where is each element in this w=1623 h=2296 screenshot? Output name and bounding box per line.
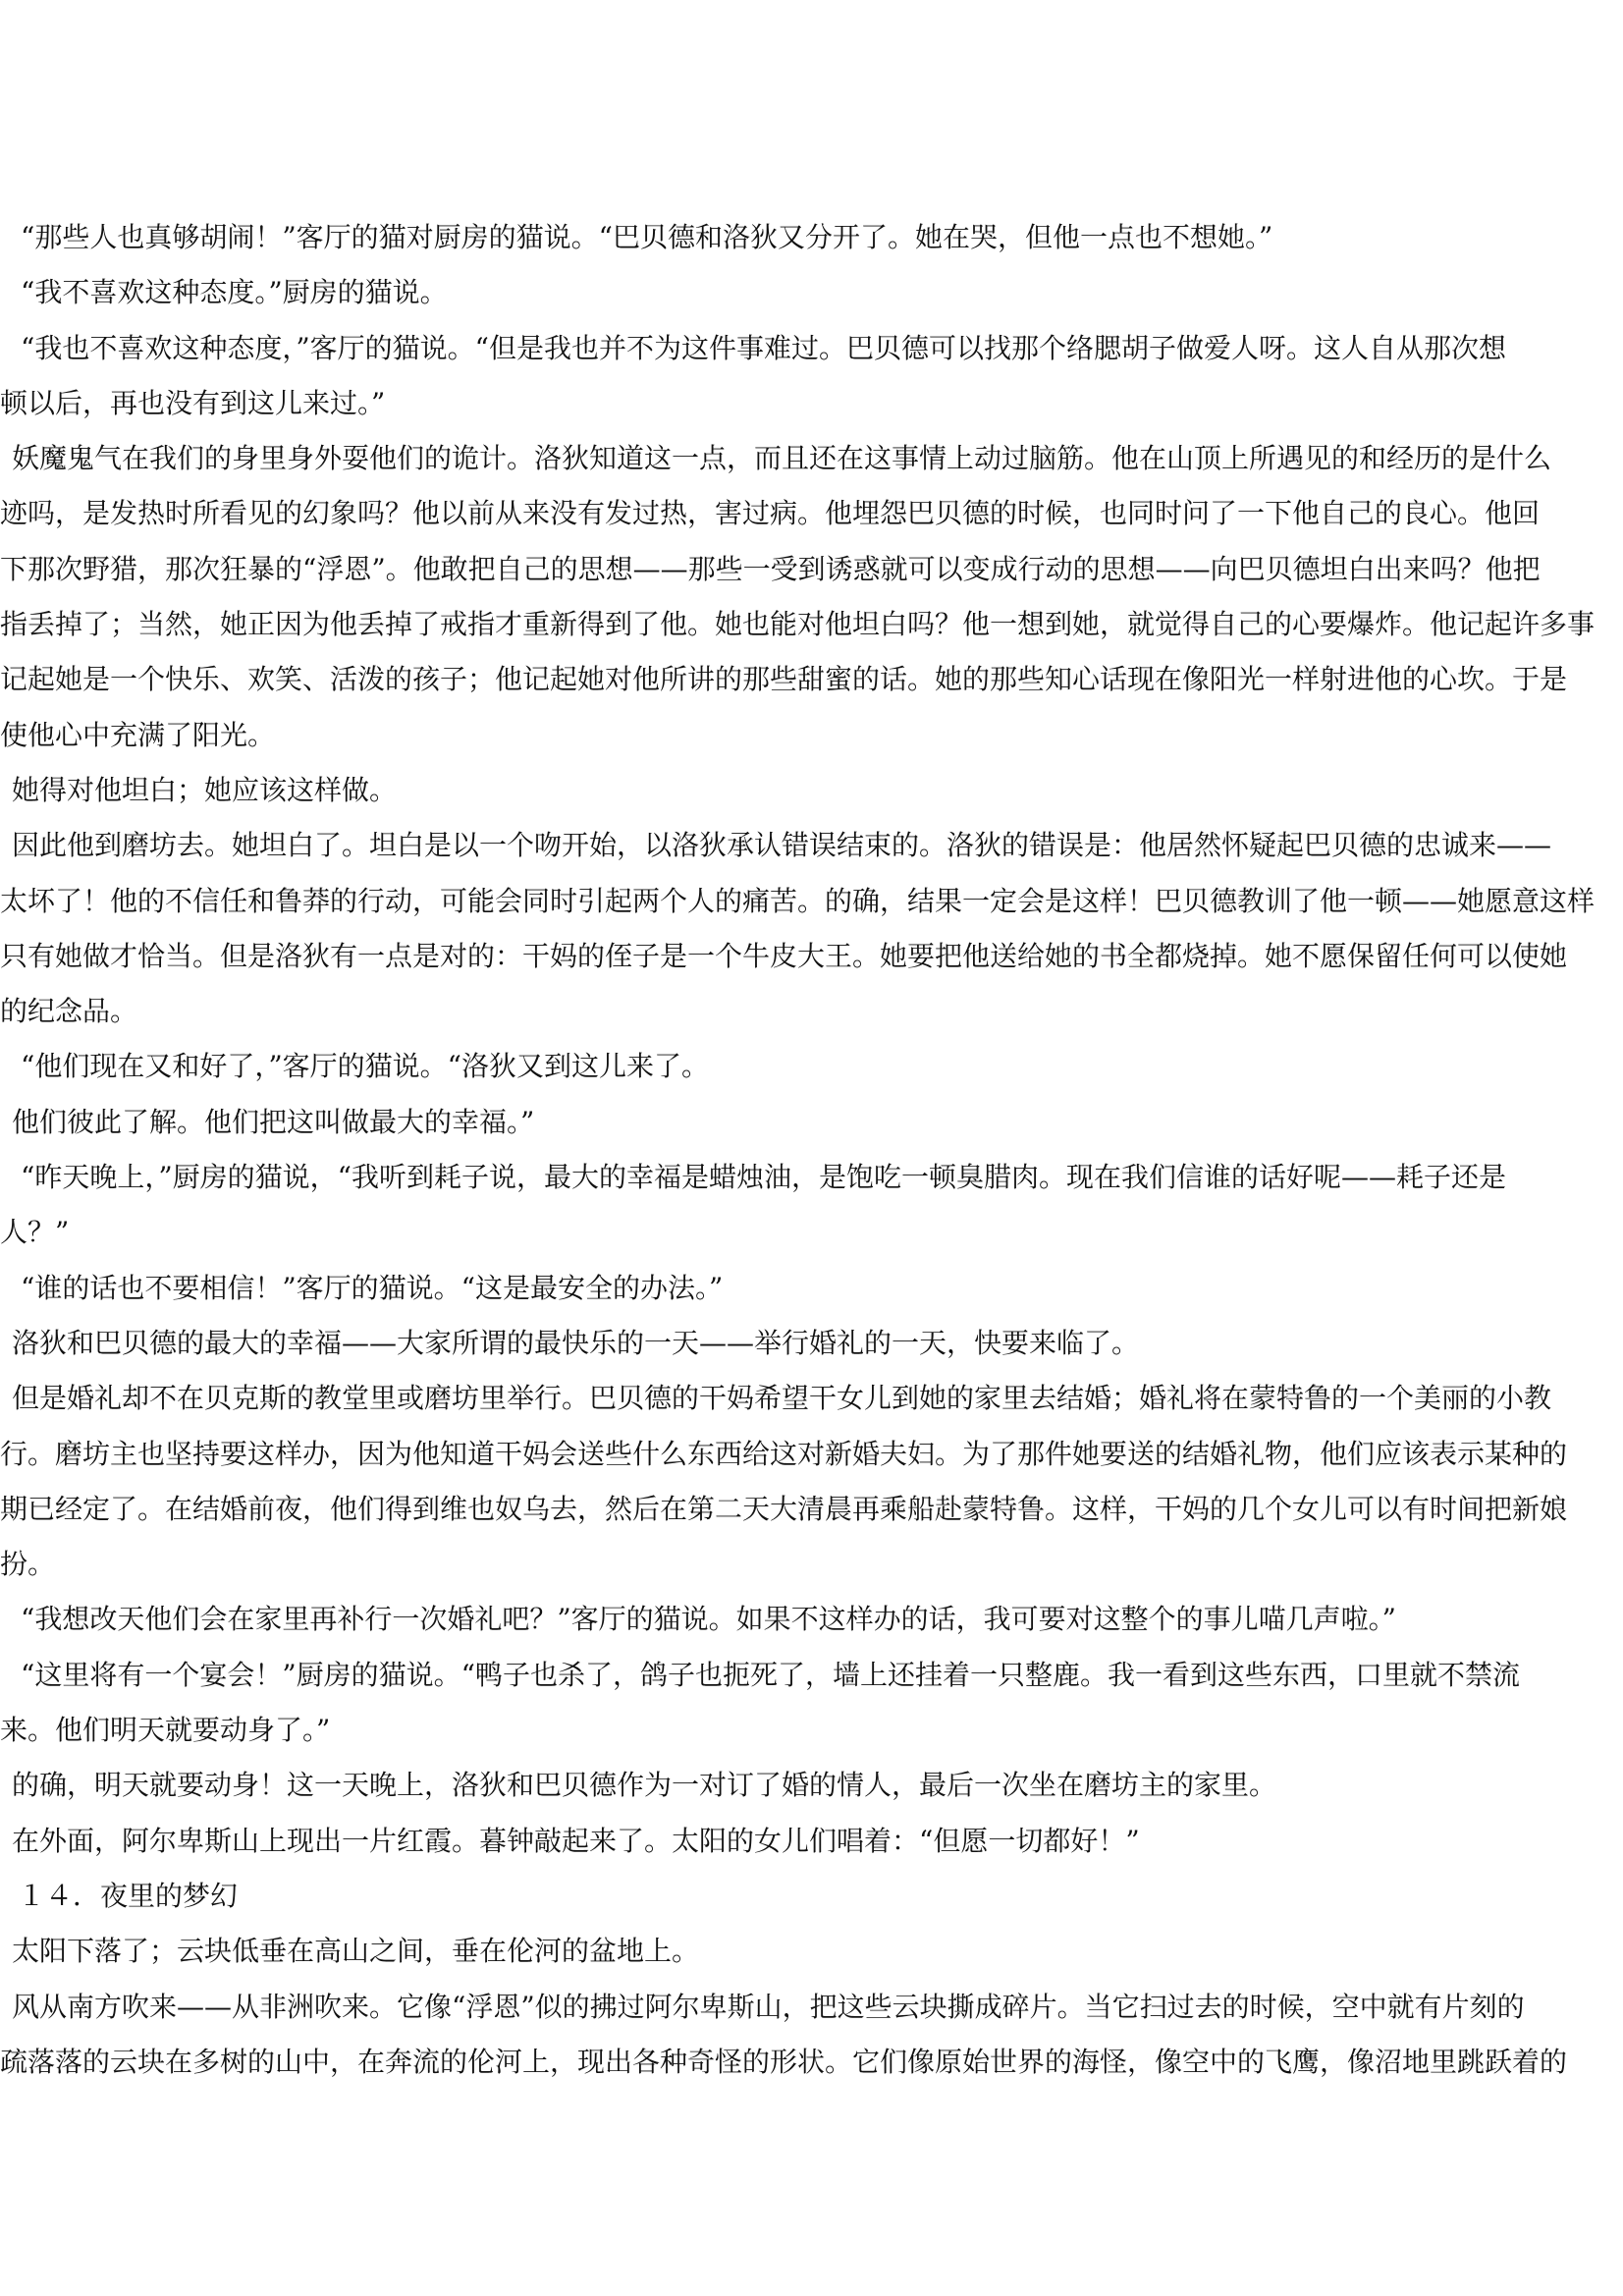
text-line: 行。磨坊主也坚持要这样办，因为他知道干妈会送些什么东西给这对新婚夫妇。为了那件她要送的结婚礼物，他们应该表示某种的 bbox=[0, 1437, 1568, 1470]
text-line: 期已经定了。在结婚前夜，他们得到维也奴乌去，然后在第二天大清晨再乘船赴蒙特鲁。这样，干妈的几个女儿可以有时间把新娘 bbox=[0, 1492, 1568, 1525]
text-line: 她得对他坦白；她应该这样做。 bbox=[12, 773, 398, 806]
text-line: 他们彼此了解。他们把这叫做最大的幸福。” bbox=[12, 1105, 535, 1138]
text-line: 顿以后，再也没有到这儿来过。” bbox=[0, 386, 386, 419]
text-line: 来。他们明天就要动身了。” bbox=[0, 1714, 331, 1747]
text-line: “谁的话也不要相信！”客厅的猫说。“这是最安全的办法。” bbox=[21, 1271, 724, 1304]
text-line: 下那次野猎，那次狂暴的“浮恩”。他敢把自己的思想——那些一受到诱惑就可以变成行动的思想——向巴贝德坦白出来吗？他把 bbox=[0, 552, 1541, 585]
text-line: 使他心中充满了阳光。 bbox=[0, 718, 276, 751]
text-line: 只有她做才恰当。但是洛狄有一点是对的：干妈的侄子是一个牛皮大王。她要把他送给她的书全都烧掉。她不愿保留任何可以使她 bbox=[0, 939, 1568, 972]
text-line: 疏落落的云块在多树的山中，在奔流的伦河上，现出各种奇怪的形状。它们像原始世界的海怪，像空中的飞鹰，像沼地里跳跃着的 bbox=[0, 2045, 1568, 2078]
text-line: “他们现在又和好了，”客厅的猫说。“洛狄又到这儿来了。 bbox=[21, 1050, 709, 1083]
section-heading: １４．夜里的梦幻 bbox=[18, 1879, 239, 1912]
text-line: “我也不喜欢这种态度，”客厅的猫说。“但是我也并不为这件事难过。巴贝德可以找那个络腮胡子做爱人呀。这人自从那次想 bbox=[21, 331, 1506, 364]
text-line: “那些人也真够胡闹！”客厅的猫对厨房的猫说。“巴贝德和洛狄又分开了。她在哭，但他一点也不想她。” bbox=[21, 221, 1273, 253]
text-line: 妖魔鬼气在我们的身里身外耍他们的诡计。洛狄知道这一点，而且还在这事情上动过脑筋。他在山顶上所遇见的和经历的是什么 bbox=[12, 442, 1552, 475]
text-line: 迹吗，是发热时所看见的幻象吗？他以前从来没有发过热，害过病。他埋怨巴贝德的时候，也同时问了一下他自己的良心。他回 bbox=[0, 497, 1541, 530]
text-line: 记起她是一个快乐、欢笑、活泼的孩子；他记起她对他所讲的那些甜蜜的话。她的那些知心话现在像阳光一样射进他的心坎。于是 bbox=[0, 663, 1568, 696]
text-line: 风从南方吹来——从非洲吹来。它像“浮恩”似的拂过阿尔卑斯山，把这些云块撕成碎片。当它扫过去的时候，空中就有片刻的 bbox=[12, 1990, 1525, 2023]
text-line: 因此他到磨坊去。她坦白了。坦白是以一个吻开始，以洛狄承认错误结束的。洛狄的错误是：他居然怀疑起巴贝德的忠诚来—— bbox=[12, 829, 1552, 862]
text-line: “昨天晚上，”厨房的猫说，“我听到耗子说，最大的幸福是蜡烛油，是饱吃一顿臭腊肉。现在我们信谁的话好呢——耗子还是 bbox=[21, 1161, 1506, 1194]
text-line: 的纪念品。 bbox=[0, 995, 138, 1028]
text-line: 人？” bbox=[0, 1216, 70, 1249]
text-line: 太坏了！他的不信任和鲁莽的行动，可能会同时引起两个人的痛苦。的确，结果一定会是这样！巴贝德教训了他一顿——她愿意这样 bbox=[0, 884, 1596, 917]
text-line: 洛狄和巴贝德的最大的幸福——大家所谓的最快乐的一天——举行婚礼的一天，快要来临了。 bbox=[12, 1326, 1140, 1359]
text-line: 在外面，阿尔卑斯山上现出一片红霞。暮钟敲起来了。太阳的女儿们唱着：“但愿一切都好！” bbox=[12, 1824, 1140, 1857]
text-line: 但是婚礼却不在贝克斯的教堂里或磨坊里举行。巴贝德的干妈希望干女儿到她的家里去结婚；婚礼将在蒙特鲁的一个美丽的小教 bbox=[12, 1382, 1552, 1415]
text-line: “我不喜欢这种态度。”厨房的猫说。 bbox=[21, 276, 448, 309]
text-line: “这里将有一个宴会！”厨房的猫说。“鸭子也杀了，鸽子也扼死了，墙上还挂着一只整鹿。我一看到这些东西，口里就不禁流 bbox=[21, 1658, 1520, 1691]
text-line: “我想改天他们会在家里再补行一次婚礼吧？”客厅的猫说。如果不这样办的话，我可要对这整个的事儿喵几声啦。” bbox=[21, 1603, 1396, 1636]
text-line: 太阳下落了；云块低垂在高山之间，垂在伦河的盆地上。 bbox=[12, 1935, 700, 1968]
text-line: 的确，明天就要动身！这一天晚上，洛狄和巴贝德作为一对订了婚的情人，最后一次坐在磨坊主的家里。 bbox=[12, 1769, 1277, 1802]
text-line: 扮。 bbox=[0, 1548, 56, 1581]
text-line: 指丢掉了；当然，她正因为他丢掉了戒指才重新得到了他。她也能对他坦白吗？他一想到她，就觉得自己的心要爆炸。他记起许多事 bbox=[0, 608, 1596, 641]
body-text bbox=[0, 218, 1623, 2098]
